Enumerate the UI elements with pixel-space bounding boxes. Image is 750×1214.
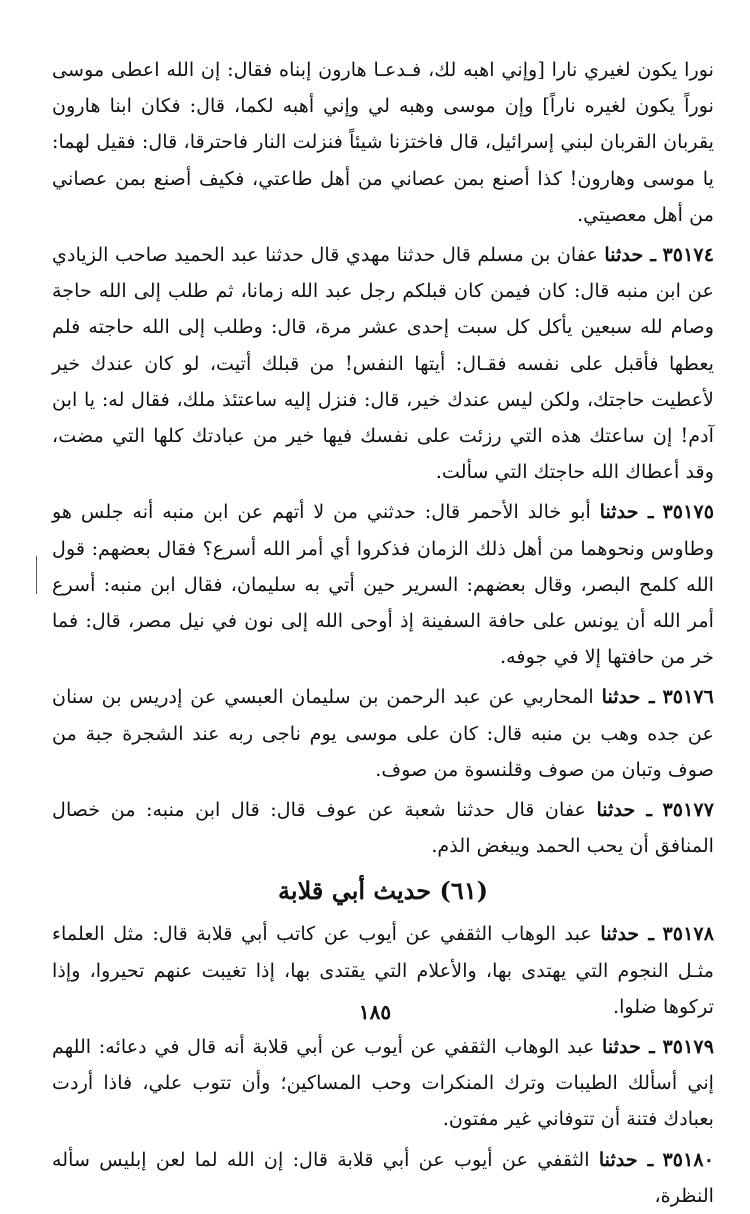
book-page [52, 52, 714, 1207]
hadith-text: عفان بن مسلم قال حدثنا مهدي قال حدثنا عبد الحميد صاحب الزيادي عن ابن منبه قال: كان فيمن كان قبلكم رجل عبد الله زمانا، ثم طلب إلى الله حاجة وصام لله سبعين يأكل كل سبت إحدى عشر مرة، قال: وطلب إلى الله حاجته فلم يعطها فأقبل على نفسه فقـال: أيتها النفس! من قبلك أتيت، لو كان عندك خير لأعطيت حاجتك، ولكن ليس عندك خير، قال: فنزل إليه ساعتئذ ملك، فقال له: يا ابن آدم! إن ساعتك هذه التي رزئت على نفسك فيها خير من عبادتك كلها التي مضت، وقد أعطاك الله حاجتك التي سألت. [52, 243, 714, 484]
hadith-text: عبد الوهاب الثقفي عن أيوب عن أبي قلابة أنه قال في دعائه: اللهم إني أسألك الطيبات وترك المنكرات وحب المساكين؛ وأن تتوب علي، فاذا أردت بعبادك فتنة أن تتوفاني غير مفتون. [52, 1035, 714, 1131]
hadith-lead-in: ـ حدثنا [602, 1035, 655, 1059]
hadith-35175 [52, 494, 714, 675]
hadith-number: ٣٥١٨٠ [662, 1147, 714, 1171]
hadith-number: ٣٥١٧٥ [662, 500, 714, 524]
hadith-35176 [52, 679, 714, 788]
hadith-lead-in: ـ حدثنا [599, 500, 654, 524]
hadith-number: ٣٥١٧٩ [662, 1035, 714, 1059]
hadith-number: ٣٥١٧٤ [662, 243, 714, 267]
hadith-lead-in: ـ حدثنا [598, 1147, 654, 1171]
hadith-35177 [52, 792, 714, 864]
hadith-text: عبد الوهاب الثقفي عن أيوب عن كاتب أبي قلابة قال: مثل العلماء مثـل النجوم التي يهتدى بها، والأعلام التي يقتدى بها، إذا تغيبت عنهم تحيروا، وإذا تركوها ضلوا. [52, 922, 714, 1018]
hadith-text: عفان قال حدثنا شعبة عن عوف قال: قال ابن منبه: من خصال المنافق أن يحب الحمد ويبغض الذم. [52, 798, 714, 858]
page-number: ١٨٥ [358, 1000, 392, 1024]
hadith-text: الثقفي عن أيوب عن أبي قلابة قال: إن الله لما لعن إبليس سأله النظرة، [52, 1147, 714, 1207]
hadith-text: المحاربي عن عبد الرحمن بن سليمان العبسي عن إدريس بن سنان عن جده وهب بن منبه قال: كان على موسى يوم ناجى ربه عند الشجرة جبة من صوف وتبان من صوف وقلنسوة من صوف. [52, 685, 714, 781]
hadith-35179 [52, 1029, 714, 1138]
hadith-lead-in: ـ حدثنا [596, 798, 653, 822]
hadith-number: ٣٥١٧٧ [662, 798, 714, 822]
hadith-35180 [52, 1142, 714, 1214]
margin-mark [36, 556, 37, 594]
hadith-number: ٣٥١٧٦ [662, 685, 714, 709]
hadith-35174 [52, 237, 714, 490]
hadith-lead-in: ـ حدثنا [604, 243, 656, 267]
hadith-text: أبو خالد الأحمر قال: حدثني من لا أتهم عن ابن منبه أنه جلس هو وطاوس ونحوهما من أهل ذلك الزمان فذكروا أي أمر الله أسرع؟ فقال بعضهم: قول الله كلمح البصر، وقال بعضهم: السرير حين أتي به سليمان، فقال ابن منبه: أسرع أمر الله أن يونس على حافة السفينة إذ أوحى الله إلى نون في نيل مصر، قال: فما خر من حافتها إلا في جوفه. [52, 500, 714, 669]
chapter-title: (٦١) حديث أبي قلابة [278, 876, 488, 906]
intro-paragraph: نورا يكون لغيري نارا [وإني اهبه لك، فـدعـا هارون إبناه فقال: إن الله اعطى موسى نوراً يكون لغيره ناراً] وإن موسى وهبه لي وإني أهبه لكما، قال: فكان ابنا هارون يقربان القربان لبني إسرائيل، قال فاختزنا شيئاً فنزلت النار فاحترقا، قال: فقيل لهما: يا موسى وهارون! كذا أصنع بمن عصاني من أهل طاعتي، فكيف أصنع بمن عصاني من أهل معصيتي. [52, 58, 714, 226]
hadith-lead-in: ـ حدثنا [601, 685, 655, 709]
hadith-number: ٣٥١٧٨ [662, 922, 714, 946]
hadith-lead-in: ـ حدثنا [600, 922, 654, 946]
